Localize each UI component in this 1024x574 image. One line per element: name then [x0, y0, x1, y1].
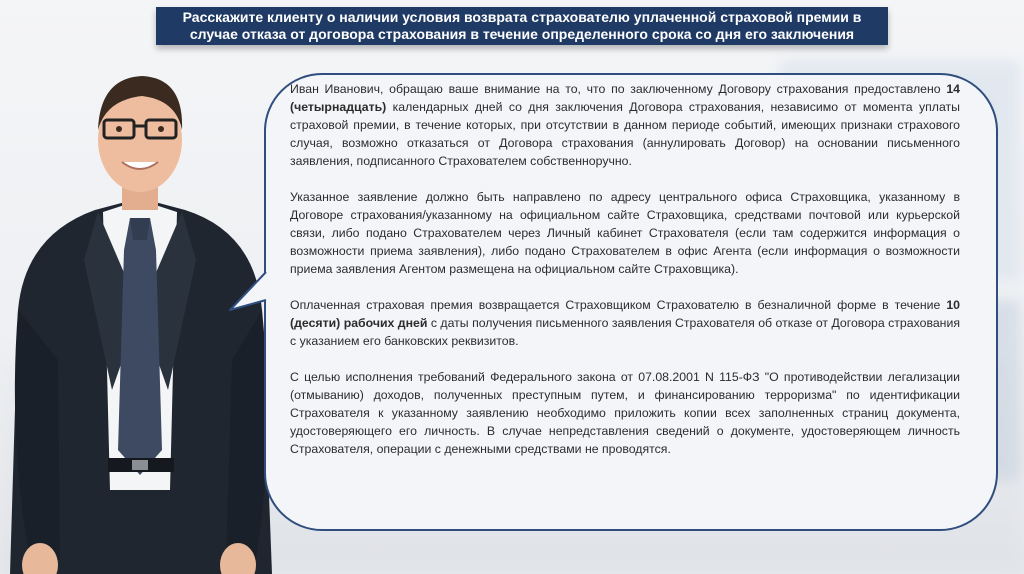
speech-text [290, 80, 960, 476]
paragraph-text: Оплаченная страховая премия возвращается Страховщиком Страхователю в безналичной форме в течение [290, 298, 947, 312]
slide-title: Расскажите клиенту о наличии условия возврата страхователю уплаченной страховой премии в случае отказа от договора страхования в течение определенного срока со дня его заключения [182, 9, 862, 42]
paragraph-refund-terms [290, 296, 960, 350]
paragraph-text: с даты получения письменного заявления Страхователя об отказе от Договора страхования с указанием его банковских реквизитов. [290, 316, 960, 348]
paragraph-refund-period [290, 80, 960, 170]
paragraph-application: Указанное заявление должно быть направлено по адресу центрального офиса Страховщика, указанному в Договоре страхования/указанному на официальном сайте Страховщика, средствами почтовой или курьерской связи, либо подано Страхователем через Личный кабинет Страхователя (если там содержится информация о возможности приема заявления), либо подано Страхователем в офис Агента (если информация о возможности приема заявления Агентом размещена на официальном сайте Страховщика). [290, 190, 960, 276]
paragraph-identification: С целью исполнения требований Федерального закона от 07.08.2001 N 115-ФЗ "О противодействии легализации (отмыванию) доходов, полученных преступным путем, и финансированию терроризма" по идентификации Страхователя к указанному заявлению необходимо приложить копии всех заполненных страниц документа, удостоверяющего его личность. В случае непредставления сведений о документе, удостоверяющем личность Страхователя, операции с денежными средствами не проводятся. [290, 370, 960, 456]
paragraph-text: календарных дней со дня заключения Договора страхования, независимо от момента уплаты страховой премии, в течение которых, при отсутствии в данном периоде событий, имеющих признаки страхового случая, возможно отказаться от Договора страхования (аннулировать Договор) на основании письменного заявления, подписанного Страхователем собственноручно. [290, 100, 960, 168]
slide-title-bar [156, 7, 888, 45]
paragraph-text: Иван Иванович, обращаю ваше внимание на то, что по заключенному Договору страхования предоставлено [290, 82, 947, 96]
highlight-days: 14 (четырнадцать) [290, 82, 960, 114]
speech-bubble-tail [228, 270, 268, 320]
highlight-working-days: 10 (десяти) рабочих дней [290, 298, 960, 330]
